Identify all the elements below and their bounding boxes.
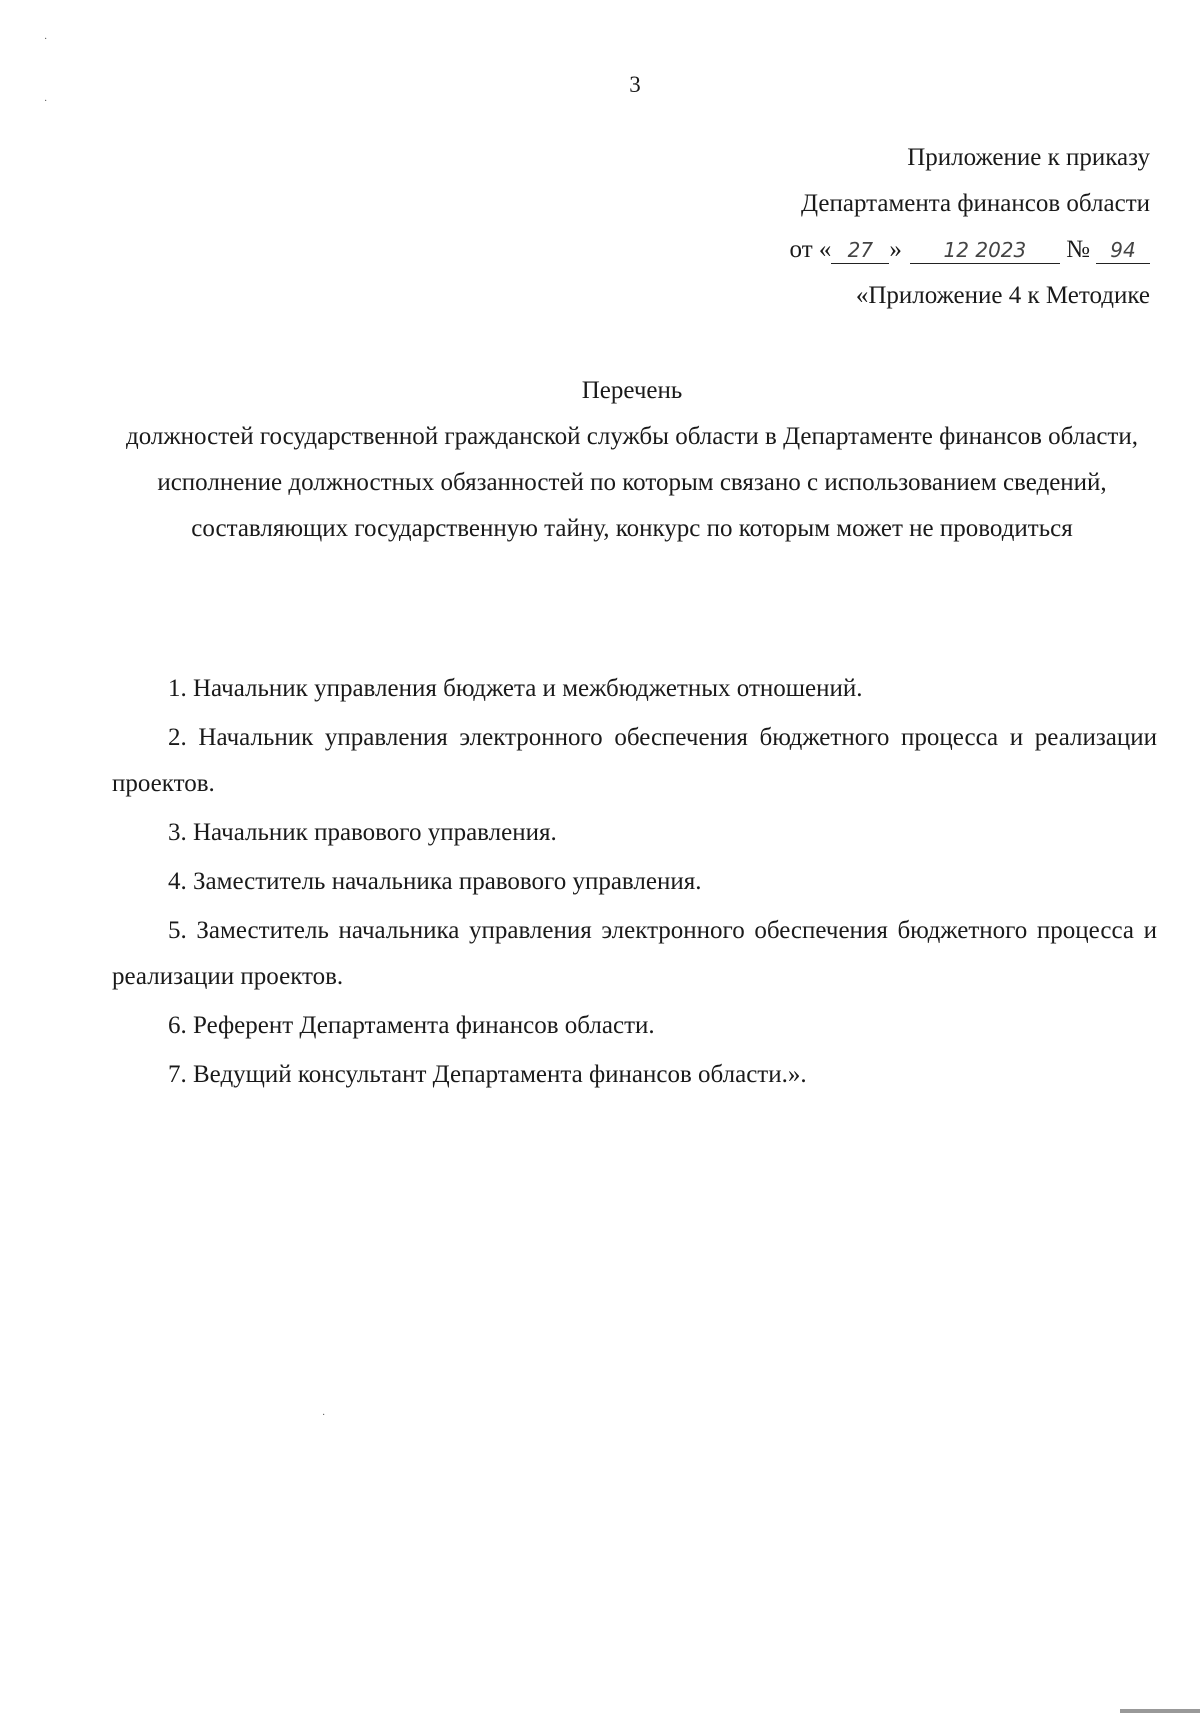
page-number: 3	[629, 72, 641, 97]
appendix-header	[550, 135, 1150, 319]
handwritten-order-number: 94	[1096, 237, 1150, 264]
appendix-line-4: «Приложение 4 к Методике	[855, 282, 1150, 309]
scan-speck: ·	[322, 1410, 326, 1421]
appendix-line-1: Приложение к приказу	[907, 144, 1150, 171]
positions-list	[112, 666, 1157, 1101]
date-prefix: от «	[789, 236, 832, 263]
date-close-quote: »	[889, 236, 902, 263]
number-sign: №	[1066, 236, 1090, 263]
list-item: 1. Начальник управления бюджета и межбюджетных отношений.	[168, 675, 863, 702]
appendix-date-line	[550, 227, 1150, 273]
list-item: 5. Заместитель начальника управления электронного обеспечения бюджетного процесса и реализации проектов.	[112, 917, 1157, 990]
appendix-line-2: Департамента финансов области	[801, 190, 1150, 217]
document-title	[112, 368, 1152, 552]
scan-speck: ·	[44, 96, 48, 107]
scan-edge-mark	[1120, 1709, 1200, 1713]
list-item: 6. Референт Департамента финансов области.	[168, 1012, 655, 1039]
list-item: 3. Начальник правового управления.	[168, 819, 557, 846]
list-item: 4. Заместитель начальника правового управления.	[168, 868, 702, 895]
list-item: 2. Начальник управления электронного обеспечения бюджетного процесса и реализации проектов.	[112, 724, 1157, 797]
handwritten-day: 27	[831, 237, 889, 264]
list-item: 7. Ведущий консультант Департамента финансов области.».	[168, 1061, 807, 1088]
title-subtitle: должностей государственной гражданской службы области в Департаменте финансов области, исполнение должностных обязанностей по которым связано с использованием сведений, составляющих государственную тайну, конкурс по которым может не проводиться	[126, 423, 1138, 542]
handwritten-month-year: 12 2023	[910, 237, 1060, 264]
title-main: Перечень	[581, 377, 683, 404]
scan-speck: ·	[44, 34, 48, 45]
